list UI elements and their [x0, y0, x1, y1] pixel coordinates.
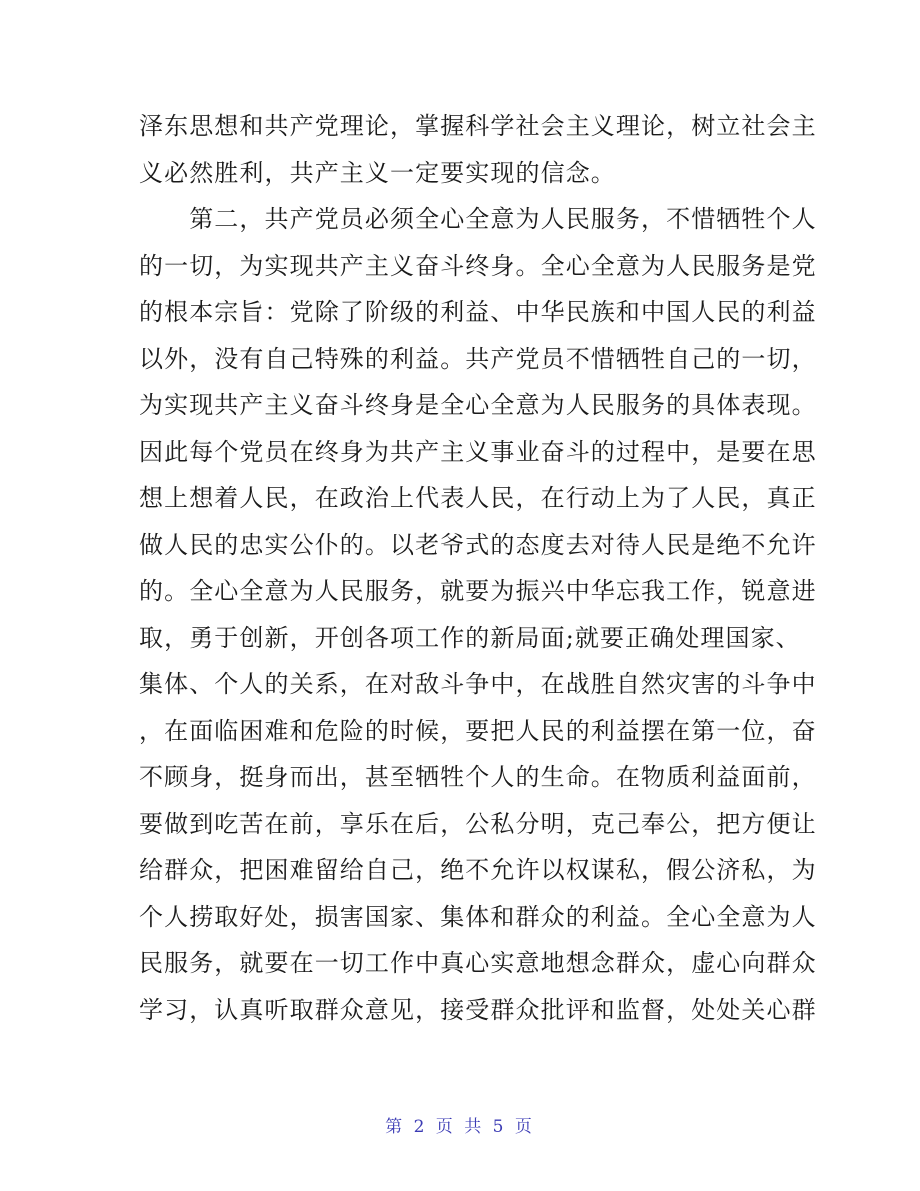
text-line: 以外，没有自己特殊的利益。共产党员不惜牺牲自己的一切，	[139, 344, 817, 373]
text-line: 个人捞取好处，损害国家、集体和群众的利益。全心全意为人	[139, 902, 817, 931]
page-number-footer: 第 2 页 共 5 页	[385, 1117, 535, 1137]
text-line: ，在面临困难和危险的时候，要把人民的利益摆在第一位，奋	[139, 716, 817, 745]
text-line: 取，勇于创新，开创各项工作的新局面;就要正确处理国家、	[139, 623, 801, 652]
text-line: 的根本宗旨：党除了阶级的利益、中华民族和中国人民的利益	[139, 298, 817, 326]
text-line: 做人民的忠实公仆的。以老爷式的态度去对待人民是绝不允许	[139, 530, 817, 559]
text-line: 给群众，把困难留给自己，绝不允许以权谋私，假公济私，为	[139, 856, 817, 884]
text-line: 的一切，为实现共产主义奋斗终身。全心全意为人民服务是党	[139, 251, 817, 280]
text-line: 第二，共产党员必须全心全意为人民服务，不惜牺牲个人	[139, 205, 817, 233]
text-line: 集体、个人的关系，在对敌斗争中，在战胜自然灾害的斗争中	[139, 670, 817, 698]
text-line: 泽东思想和共产党理论，掌握科学社会主义理论，树立社会主	[139, 112, 817, 140]
text-line: 学习，认真听取群众意见，接受群众批评和监督，处处关心群	[139, 995, 817, 1024]
body-text	[139, 103, 817, 1033]
text-line: 义必然胜利，共产主义一定要实现的信念。	[139, 158, 616, 187]
text-line: 为实现共产主义奋斗终身是全心全意为人民服务的具体表现。	[139, 391, 817, 419]
text-line: 因此每个党员在终身为共产主义事业奋斗的过程中，是要在思	[139, 437, 817, 466]
text-line: 的。全心全意为人民服务，就要为振兴中华忘我工作，锐意进	[139, 577, 817, 605]
text-line: 想上想着人民，在政治上代表人民，在行动上为了人民，真正	[139, 484, 817, 512]
text-line: 要做到吃苦在前，享乐在后，公私分明，克己奉公，把方便让	[139, 809, 817, 838]
text-line: 民服务，就要在一切工作中真心实意地想念群众，虚心向群众	[139, 949, 817, 977]
text-line: 不顾身，挺身而出，甚至牺牲个人的生命。在物质利益面前，	[139, 763, 817, 791]
